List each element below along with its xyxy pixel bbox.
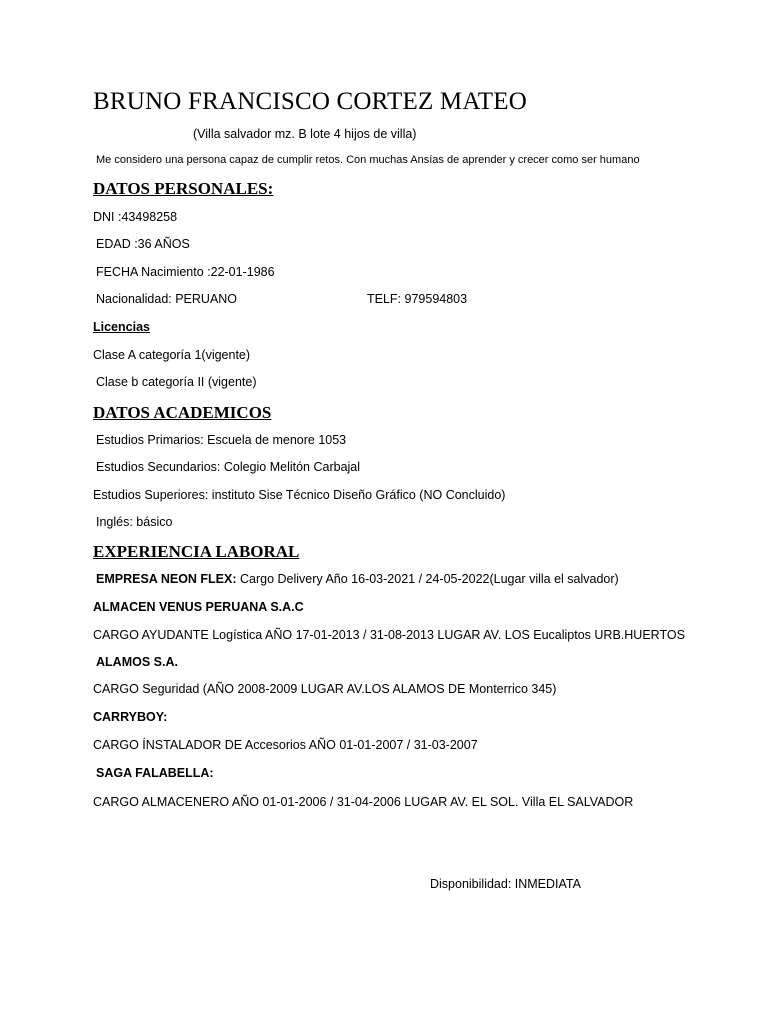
dni: DNI :43498258 <box>93 210 178 224</box>
education-item: Estudios Secundarios: Colegio Melitón Carbajal <box>96 460 361 474</box>
nationality: Nacionalidad: PERUANO <box>96 292 238 306</box>
summary: Me considero una persona capaz de cumplir retos. Con muchas Ansías de aprender y crecer como ser humano <box>96 154 640 166</box>
job-company: EMPRESA NEON FLEX: <box>96 572 237 586</box>
job-company: CARRYBOY: <box>93 710 168 724</box>
job-company: ALMACEN VENUS PERUANA S.A.C <box>93 600 304 614</box>
work-experience-heading: EXPERIENCIA LABORAL <box>93 542 300 561</box>
job-company: SAGA FALABELLA: <box>96 766 214 780</box>
academic-heading: DATOS ACADEMICOS <box>93 403 272 422</box>
job-detail: CARGO ALMACENERO AÑO 01-01-2006 / 31-04-2006 LUGAR AV. EL SOL. Villa EL SALVADOR <box>93 795 634 809</box>
age: EDAD :36 AÑOS <box>96 237 190 251</box>
job-entry <box>96 572 619 586</box>
license-item: Clase A categoría 1(vigente) <box>93 348 251 362</box>
job-company: ALAMOS S.A. <box>96 655 178 669</box>
licenses-heading: Licencias <box>93 320 150 334</box>
candidate-name: BRUNO FRANCISCO CORTEZ MATEO <box>93 88 528 115</box>
availability: Disponibilidad: INMEDIATA <box>430 877 581 891</box>
education-item: Estudios Primarios: Escuela de menore 1053 <box>96 433 347 447</box>
education-item: Estudios Superiores: instituto Sise Técnico Diseño Gráfico (NO Concluido) <box>93 488 506 502</box>
phone: TELF: 979594803 <box>367 292 468 306</box>
job-detail: CARGO ÍNSTALADOR DE Accesorios AÑO 01-01-2007 / 31-03-2007 <box>93 738 478 752</box>
job-detail: CARGO AYUDANTE Logística AÑO 17-01-2013 / 31-08-2013 LUGAR AV. LOS Eucaliptos URB.HUERTOS <box>93 628 685 642</box>
personal-data-heading: DATOS PERSONALES: <box>93 179 274 198</box>
license-item: Clase b categoría II (vigente) <box>96 375 257 389</box>
education-item: Inglés: básico <box>96 515 173 529</box>
job-detail: CARGO Seguridad (AÑO 2008-2009 LUGAR AV.LOS ALAMOS DE Monterrico 345) <box>93 682 557 696</box>
address: (Villa salvador mz. B lote 4 hijos de villa) <box>193 127 417 141</box>
birth-date: FECHA Nacimiento :22-01-1986 <box>96 265 275 279</box>
job-detail: Cargo Delivery Año 16-03-2021 / 24-05-2022(Lugar villa el salvador) <box>236 572 619 586</box>
